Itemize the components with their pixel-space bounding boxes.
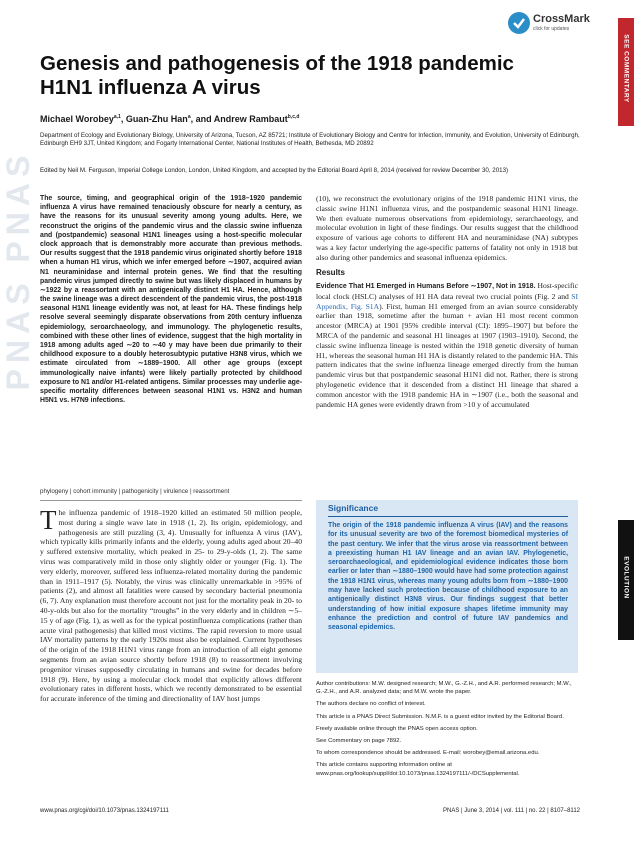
results-body-b: ). First, human H1 emerged from an avian source considerably earlier than 1918, sometime after the human + avian H1 most recent common ancestor (MRCA) at 1901 [95% credible interval (CI): 1895–1907] but before the MRCA of the pandemic and seasonal H1 lineages at 1907 (1903–1910). Second, the classic swine influenza lineage is nested within the 1918 genetic diversity of human H1, whereas the seasonal human H1 HA is distantly related to the pandemic HA. This pattern indicates that the swine influenza lineage emerged directly from the human pandemic virus but that postpandemic seasonal H1N1 did not. Rather, there is strong phylogenetic evidence that it descended from a distinct H1 lineage that shared a common ancestor with the 1918 pandemic HA in ∼1907 (i.e., both the seasonal and pandemic HA genes were evidently drawn from >10 y of accumulated [316,301,578,409]
crossmark-icon [508,12,530,34]
abstract: The source, timing, and geographical origin of the 1918–1920 pandemic influenza A virus have remained tenaciously obscure for nearly a century, as have the reasons for its unusual severity among young adults. Here, we reconstruct the origins of the pandemic virus and the classic swine influenza and (postpandemic) seasonal H1N1 lineages using a host-specific molecular clock approach that is demonstrably more accurate than previous methods. Our results suggest that the 1918 pandemic virus originated shortly before 1918 when a human H1 virus, which we infer emerged before ∼1907, acquired avian N1 neuraminidase and internal protein genes. We find that the resulting pandemic virus jumped directly to swine but was likely displaced in humans by ∼1922 by a reassortant with an antigenically distinct H1 HA. Hence, although the swine lineage was a direct descendent of the pandemic virus, the post-1918 seasonal H1N1 lineage evidently was not, at least for HA. These findings help resolve several seemingly disparate observations from 20th century influenza epidemiology, seroarchaeology, and immunology. The phylogenetic results, combined with these other lines of evidence, suggest that the high mortality in 1918 among adults aged ∼20 to ∼40 y may have been due primarily to their childhood exposure to a doubly heterosubtypic putative H3N8 virus, which we estimate circulated from ∼1889–1900. All other age groups (except immunologically naive infants) were likely partially protected by childhood exposure to N1 and/or H1-related antigens. Similar processes may underlie age-specific mortality differences between seasonal H1N1 vs. H3N2 and human H5N1 vs. H7N9 infections. [40,195,302,405]
author-3: , and Andrew Rambaut [190,114,288,124]
author-1: Michael Worobey [40,114,114,124]
drop-cap: T [40,505,57,535]
results-text [316,281,578,409]
see-commentary-label: SEE COMMENTARY [622,34,630,103]
article-title: Genesis and pathogenesis of the 1918 pandemic H1N1 influenza A virus [40,52,514,99]
intro-continued: (10), we reconstruct the evolutionary origins of the 1918 pandemic H1N1 virus, the classic swine H1N1 influenza virus, and the postpandemic seasonal H1N1 lineage. We then evaluate numerous observations from epidemiology, serarchaeology, and molecular evolution in light of these findings. Our results suggest that the childhood exposure of various age cohorts to different HA and neuraminidase (NA) subtypes was a key factor underlying the age-specific patterns of fatality not only in 1918 but also during other pandemics and seasonal influenza epidemics. [316,194,578,262]
results-subheading: Evidence That H1 Emerged in Humans Before ∼1907, Not in 1918. [316,283,536,290]
edited-by: Edited by Neil M. Ferguson, Imperial College London, London, United Kingdom, and accepted by the Editorial Board April 8, 2014 (received for review December 30, 2013) [40,167,509,174]
note-commentary[interactable]: See Commentary on page 7892. [316,738,402,745]
note-conflict: The authors declare no conflict of interest. [316,701,426,708]
results-heading: Results [316,268,345,277]
intro-text: he influenza pandemic of 1918–1920 killed an estimated 50 million people, most during a single wave late in 1918 (1, 2). Its origin, epidemiology, and pathogenesis are still puzzling (3, 4). Unusually for influenza A virus (IAV), which typically kills primarily infants and the elderly, young adults aged about 20–40 y suffered extensive mortality, which peaked in 25- to 29-y-olds (1, 2). The same virus was comparatively mild in those only slightly older or younger (Fig. 1). The very elderly, moreover, suffered less influenza-related mortality during the pandemic than in 1911–1917 (5). Notably, the virus was clinically unremarkable in >95% of patients (2), and almost all fatalities were caused by secondary bacterial pneumonia (6, 7). Any explanation must therefore account not just for the mortality peak in 20- to 40-y-olds but also for the mortality “troughs” in the very elderly and in children ∼5–15 y of age (Fig. 1), as well as for the typical postinfluenza complications (rather than acute viral pathogenesis) that killed most victims. The rapid reversion to more usual IAV mortality patterns by the early 1920s must also be explained. Current hypotheses of the origin of the 1918 H1N1 virus range from an introduction of all eight genome segments from an avian source shortly before 1918 (8) to reassortment involving progenitor viruses supposedly circulating in humans and swine for decades before 1918 (9). Here, by using a molecular clock model that explicitly allows different evolutionary rates in different hosts, which we recently demonstrated to be essential for accurate inference of the timing and directionality of IAV host jumps [40,508,302,704]
author-3-sup: b,c,d [287,114,300,120]
author-1-sup: a,1 [113,114,121,120]
keyword-divider [40,500,302,501]
si-appendix-link[interactable]: SI Appendix, Fig. S1A [316,291,578,311]
crossmark-sub: click for updates [533,26,570,32]
author-list [40,114,299,124]
author-2: , Guan-Zhu Han [120,114,188,124]
keywords: phylogeny | cohort immunity | pathogenicity | virulence | reassortment [40,488,230,495]
crossmark-badge[interactable] [508,12,592,38]
note-direct-submission: This article is a PNAS Direct Submission. N.M.F. is a guest editor invited by the Editorial Board. [316,713,564,720]
significance-text: The origin of the 1918 pandemic influenza A virus (IAV) and the reasons for its unusual severity are two of the foremost biomedical mysteries of the past century. We infer that the virus arose via reassortment between a preexisting human H1 IAV lineage and an avian IAV. Phylogenetic, seroarchaeological, and epidemiological evidence indicates those born earlier or later than ∼1880–1900 would have had some protection against the 1918 H1N1 virus, whereas many young adults born from ∼1880–1900 may have lacked such protection because of childhood exposure to an antigenically distinct H3N8 virus. Our findings suggest that better understanding of how initial exposure shapes lifetime immunity may enhance the prediction and control of future IAV pandemics and seasonal epidemics. [328,522,568,632]
results-body-a: Host-specific local clock (HSLC) analyses of H1 HA data reveal two crucial points (Fig. 2 and [316,281,578,301]
note-open-access: Freely available online through the PNAS open access option. [316,725,478,732]
see-commentary-tab[interactable] [618,18,634,126]
evolution-label: EVOLUTION [622,556,630,599]
affiliations: Department of Ecology and Evolutionary Biology, University of Arizona, Tucson, AZ 85721; Institute of Evolutionary Biology and Centre for Infection, Immunity, and Evolution, University of Edinburgh, Edinburgh EH9 3JT, United Kingdom; and Fogarty International Center, National Institutes of Health, Bethesda, MD 20892 [40,132,580,148]
significance-title: Significance [328,503,379,513]
note-contributions: Author contributions: M.W. designed research; M.W., G.-Z.H., and A.R. performed research; M.W., G.-Z.H., and A.R. analyzed data; and M.W. wrote the paper. [316,681,572,696]
footer-citation: PNAS | June 3, 2014 | vol. 111 | no. 22 | 8107–8112 [443,808,580,814]
introduction [40,505,302,704]
pnas-watermark: PNAS PNAS [0,149,36,391]
note-supporting-info[interactable]: This article contains supporting information online at www.pnas.org/lookup/suppl/doi:10.1073/pnas.1324197111/-/DCSupplemental. [316,762,520,777]
crossmark-name: CrossMark [533,13,590,25]
note-correspondence: To whom correspondence should be addressed. E-mail: worobey@email.arizona.edu. [316,750,540,757]
evolution-tab [618,520,634,640]
author-2-sup: a [187,114,191,120]
footnotes [316,680,578,782]
footer-doi[interactable]: www.pnas.org/cgi/doi/10.1073/pnas.1324197111 [40,808,169,814]
significance-rule [328,516,568,517]
